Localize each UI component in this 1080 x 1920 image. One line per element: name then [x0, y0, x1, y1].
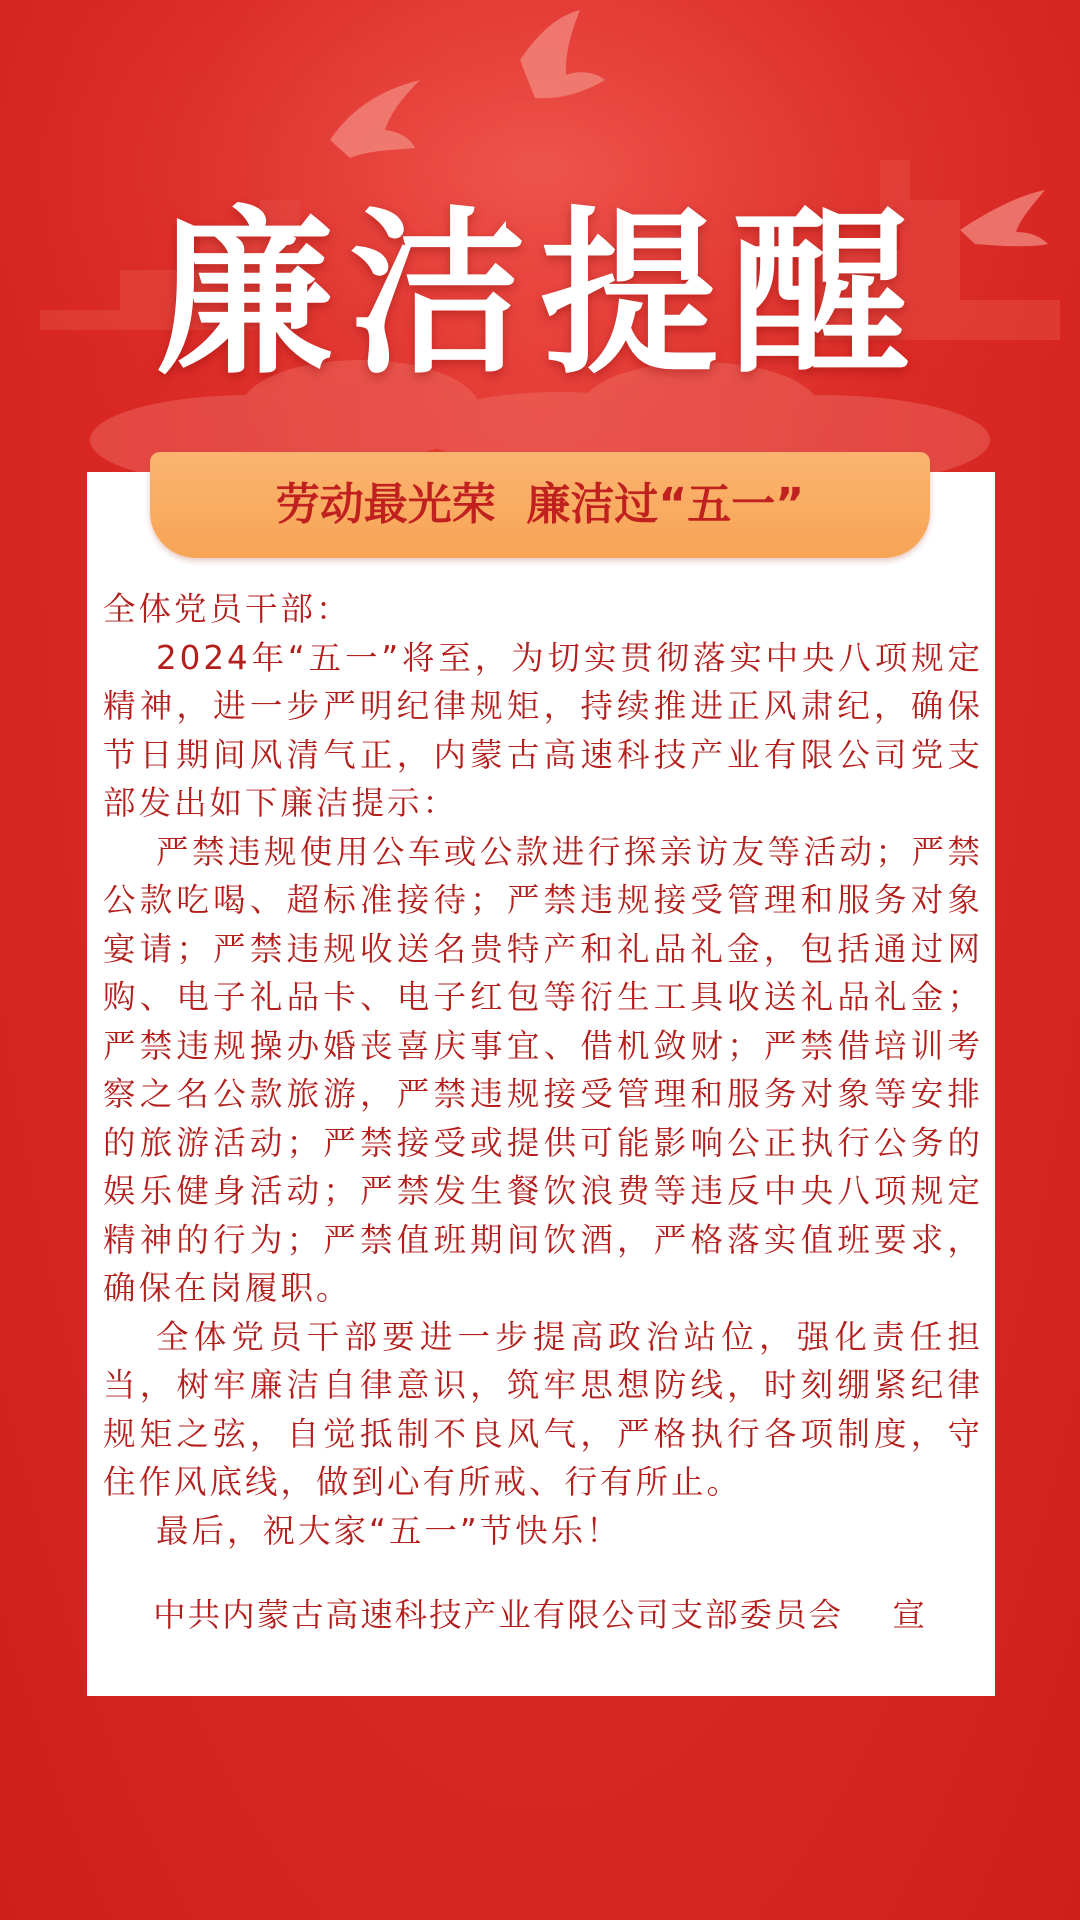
paragraph-requirements: 全体党员干部要进一步提高政治站位，强化责任担当，树牢廉洁自律意识，筑牢思想防线，时刻绷紧纪律规矩之弦，自觉抵制不良风气，严格执行各项制度，守住作风底线，做到心有所戒、行有所止。 — [103, 1317, 983, 1501]
notice-body — [103, 585, 983, 1555]
paragraph-greeting: 最后，祝大家“五一”节快乐！ — [156, 1511, 622, 1550]
poster-title: 廉洁提醒 — [156, 191, 924, 398]
paragraph-intro: 2024年“五一”将至，为切实贯彻落实中央八项规定精神，进一步严明纪律规矩，持续推进正风肃纪，确保节日期间风清气正，内蒙古高速科技产业有限公司党支部发出如下廉洁提示： — [103, 638, 983, 822]
salutation: 全体党员干部： — [103, 590, 352, 628]
slogan-text: 劳动最光荣 廉洁过“五一” — [275, 479, 805, 530]
signature-line: 中共内蒙古高速科技产业有限公司支部委员会 宣 — [153, 1596, 927, 1634]
paragraph-prohibitions: 严禁违规使用公车或公款进行探亲访友等活动；严禁公款吃喝、超标准接待；严禁违规接受管理和服务对象宴请；严禁违规收送名贵特产和礼品礼金，包括通过网购、电子礼品卡、电子红包等衍生工具收送礼品礼金；严禁违规操办婚丧喜庆事宜、借机敛财；严禁借培训考察之名公款旅游，严禁违规接受管理和服务对象等安排的旅游活动；严禁接受或提供可能影响公正执行公务的娱乐健身活动；严禁发生餐饮浪费等违反中央八项规定精神的行为；严禁值班期间饮酒，严格落实值班要求，确保在岗履职。 — [103, 832, 983, 1307]
slogan-banner — [150, 452, 930, 558]
